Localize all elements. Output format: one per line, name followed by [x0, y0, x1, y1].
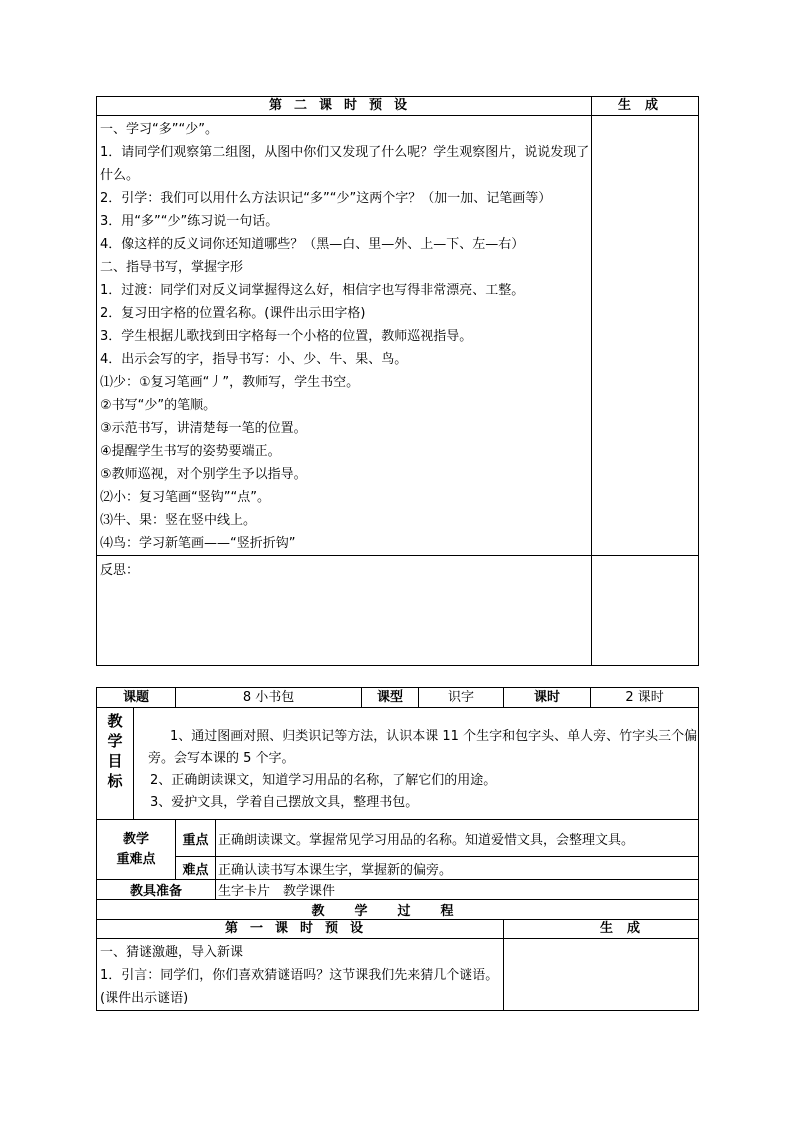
key-label: 重点 [176, 820, 216, 857]
plan-content [97, 116, 592, 556]
goals-label-char: 教 [107, 712, 123, 730]
type-value: 识字 [419, 688, 504, 708]
topic-label: 课题 [97, 688, 176, 708]
key-value: 正确朗读课文。掌握常见学习用品的名称。知道爱惜文具，会整理文具。 [216, 820, 699, 857]
content-line: 4．像这样的反义词你还知道哪些？（黑—白、里—外、上—下、左—右） [100, 237, 525, 252]
content-line: ⑴少：①复习笔画“丿”，教师写，学生书空。 [100, 375, 360, 390]
content-line: ⑷鸟：学习新笔画——“竖折折钩” [100, 536, 296, 551]
reflection-label: 反思： [100, 563, 140, 578]
content-line: 2．复习田字格的位置名称。(课件出示田字格) [100, 306, 366, 321]
goals-label-char: 目 [107, 752, 123, 770]
keypoints-label-line: 重难点 [116, 851, 156, 867]
header-plan-1: 第一课时预设 [97, 920, 504, 939]
content-line: 3．用“多”“少”练习说一句话。 [100, 214, 279, 229]
content-line: 4．出示会写的字，指导书写：小、少、牛、果、鸟。 [100, 352, 408, 367]
content-line: ⑤教师巡视，对个别学生予以指导。 [100, 467, 307, 482]
content-line: ②书写“少”的笔顺。 [100, 398, 217, 413]
content-line: ⑵小：复习笔画“竖钩”“点”。 [100, 490, 270, 505]
difficult-label: 难点 [176, 857, 216, 880]
content-line: ④提醒学生书写的姿势要端正。 [100, 444, 281, 459]
content-line: ③示范书写，讲清楚每一笔的位置。 [100, 421, 307, 436]
content-line: 1．引言：同学们，你们喜欢猜谜语吗？这节课我们先来猜几个谜语。(课件出示谜语) [100, 968, 499, 1006]
plan-content-1 [97, 939, 504, 1011]
content-line: 1．过渡：同学们对反义词掌握得这么好，相信字也写得非常漂亮、工整。 [100, 283, 525, 298]
header-generate-text: 生成 [600, 921, 655, 936]
header-plan: 第二课时预设 [97, 97, 592, 116]
keypoints-label-line: 教学 [123, 831, 150, 847]
keypoints-label [97, 820, 176, 880]
lesson-plan-table-8 [96, 687, 699, 1011]
difficult-value: 正确认读书写本课生字，掌握新的偏旁。 [216, 857, 699, 880]
reflection-cell [97, 556, 592, 666]
goal-item: 3、爱护文具，学着自己摆放文具，整理书包。 [150, 795, 419, 810]
lesson-plan-table-2 [96, 96, 699, 666]
tools-label: 教具准备 [97, 880, 216, 900]
topic-value: 8 小书包 [176, 688, 362, 708]
reflection-generate-cell [592, 556, 699, 666]
header-generate: 生成 [592, 97, 699, 116]
header-generate-1 [504, 920, 699, 939]
content-line: 二、指导书写，掌握字形 [100, 260, 244, 275]
goals-content [134, 708, 699, 820]
content-line: 1．请同学们观察第二组图，从图中你们又发现了什么呢？学生观察图片，说说发现了什么。 [100, 145, 590, 183]
process-title: 教学过程 [97, 900, 699, 920]
generate-cell-1 [504, 939, 699, 1011]
goals-label-char: 标 [107, 772, 123, 790]
content-line: ⑶牛、果：竖在竖中线上。 [100, 513, 257, 528]
generate-cell [592, 116, 699, 556]
hours-value: 2 课时 [591, 688, 699, 708]
goals-label-char: 学 [107, 732, 123, 750]
hours-label: 课时 [504, 688, 591, 708]
tools-value: 生字卡片 教学课件 [216, 880, 699, 900]
content-line: 3．学生根据儿歌找到田字格每一个小格的位置，教师巡视指导。 [100, 329, 473, 344]
goals-label [97, 708, 134, 820]
content-line: 一、学习“多”“少”。 [100, 122, 218, 137]
content-line: 一、猜谜激趣，导入新课 [100, 945, 244, 960]
goal-item: 1、通过图画对照、归类识记等方法，认识本课 11 个生字和包字头、单人旁、竹字头三个偏旁。会写本课的 5 个字。 [148, 729, 698, 766]
goal-item: 2、正确朗读课文，知道学习用品的名称，了解它们的用途。 [150, 773, 497, 788]
content-line: 2．引学：我们可以用什么方法识记“多”“少”这两个字？（加一加、记笔画等） [100, 191, 552, 206]
type-label: 课型 [362, 688, 419, 708]
